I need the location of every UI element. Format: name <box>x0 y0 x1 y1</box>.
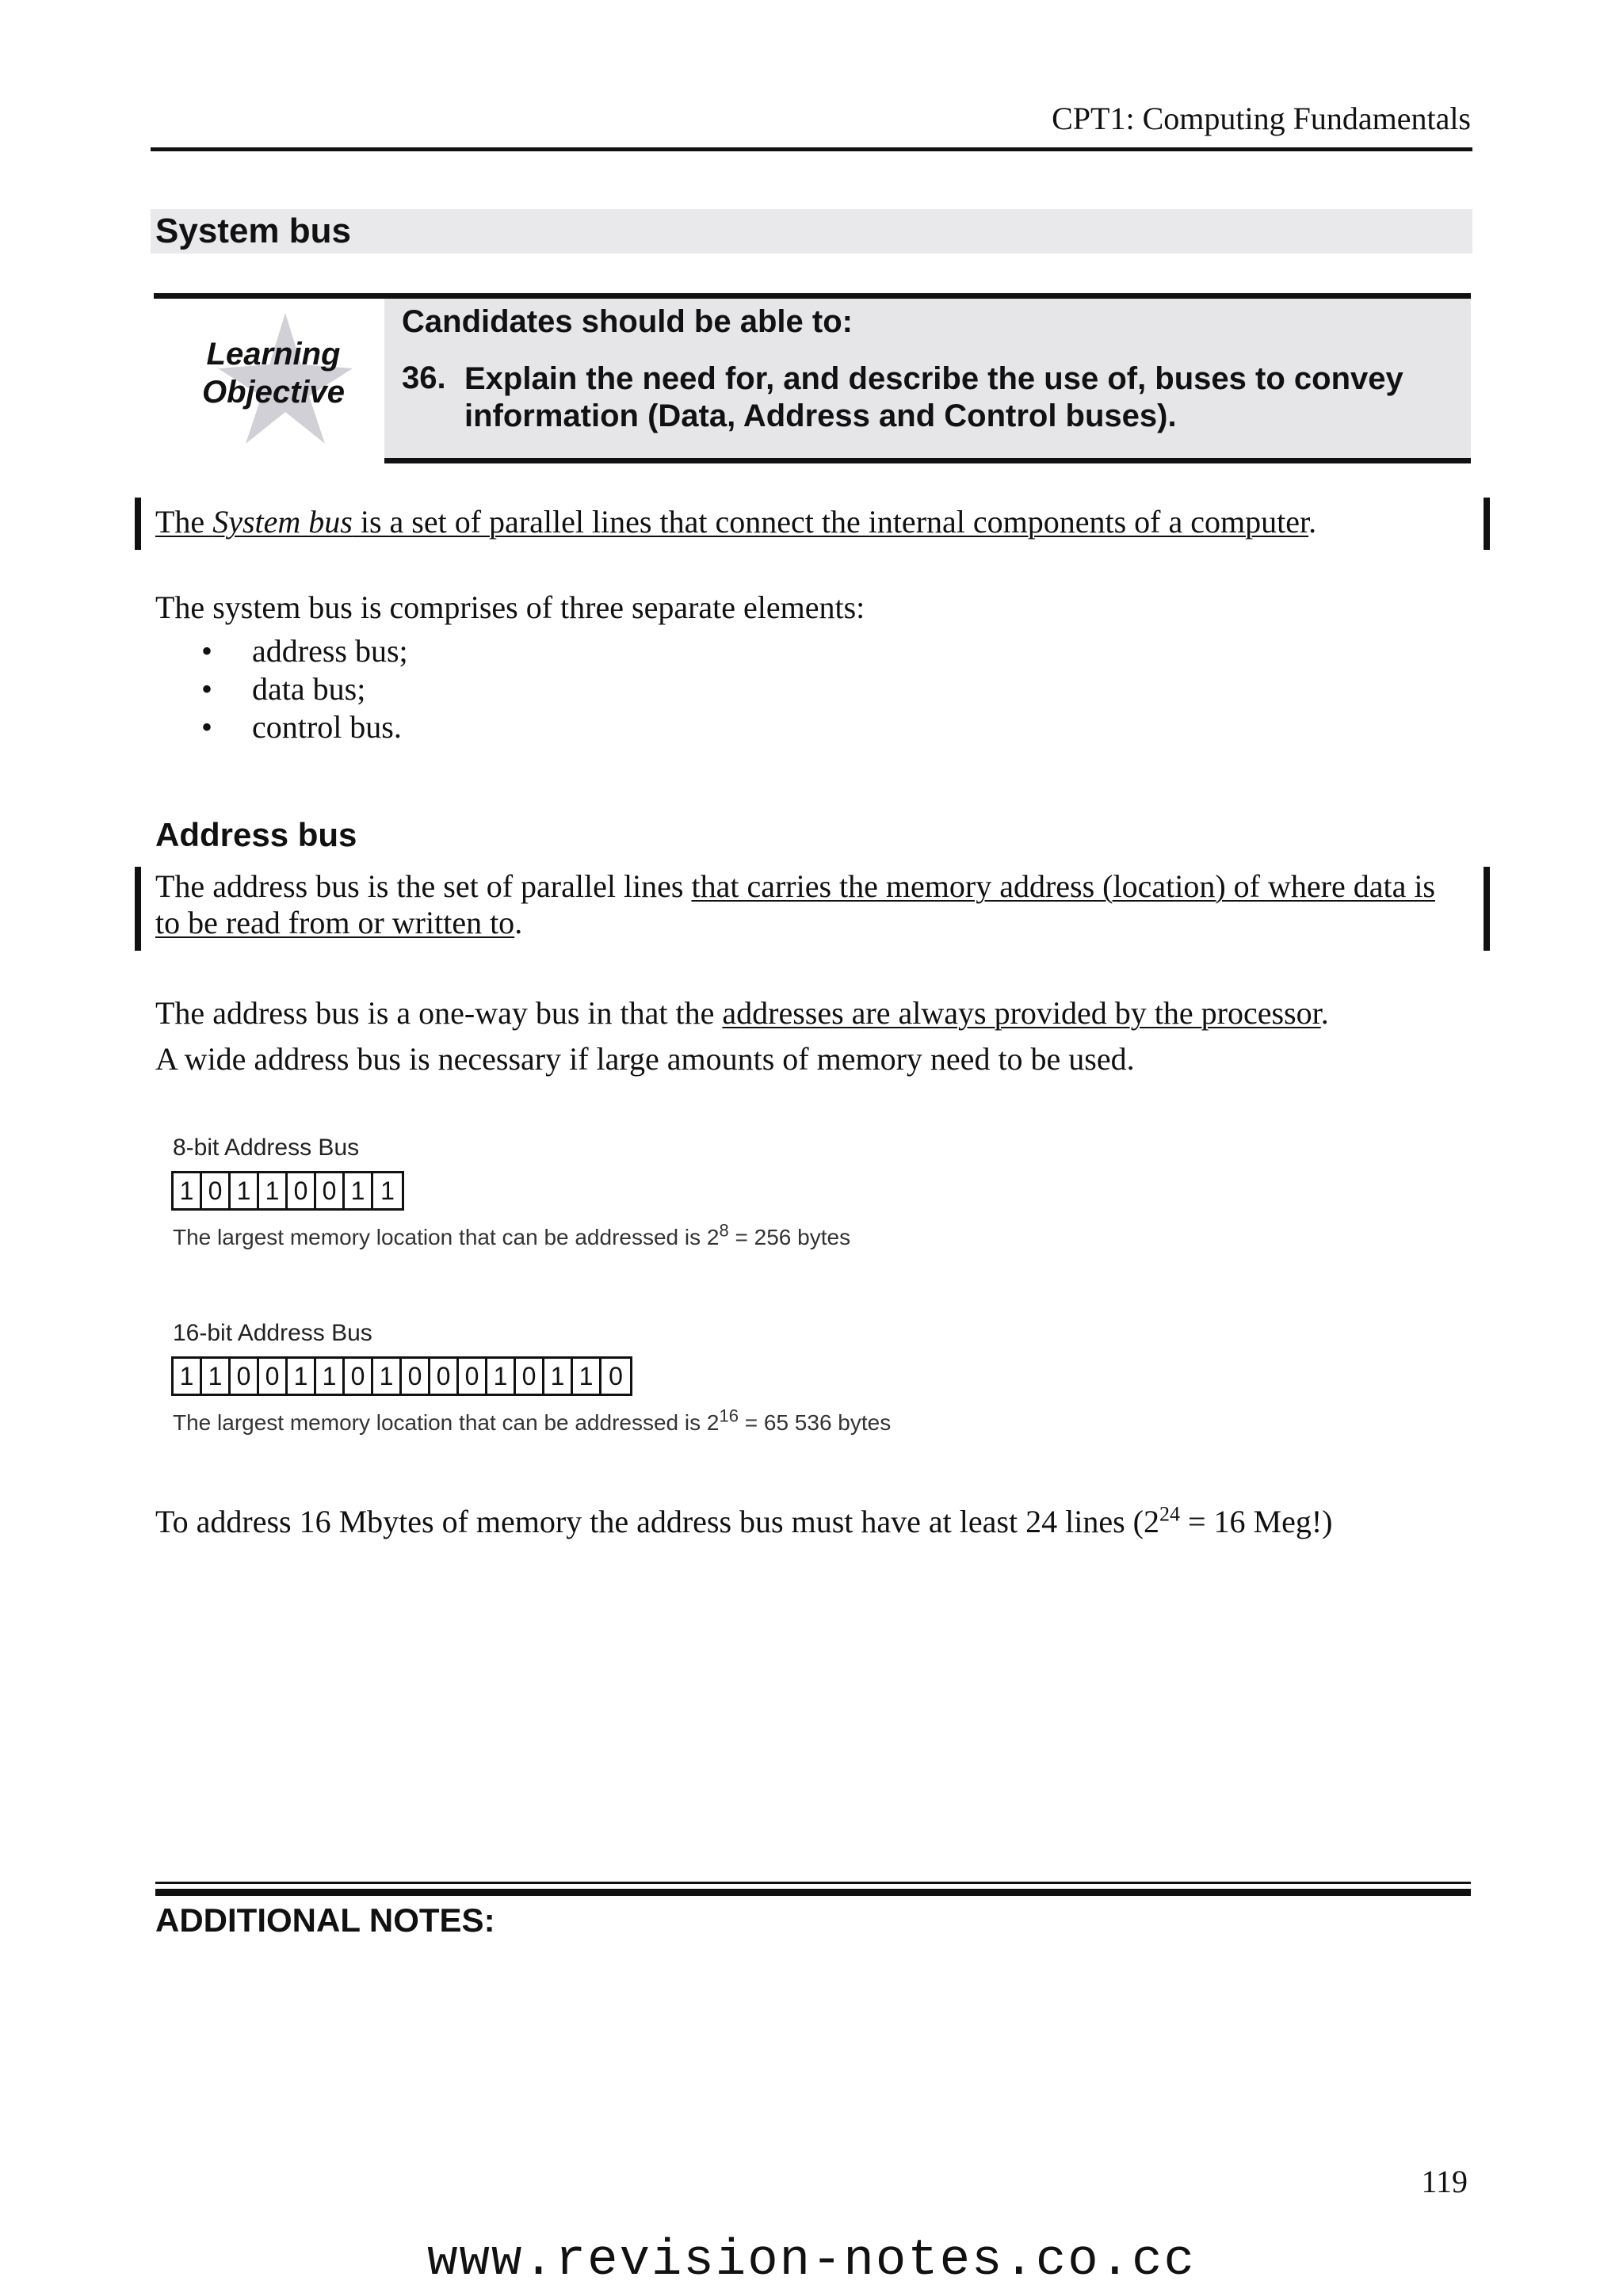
bit-cell: 1 <box>487 1359 516 1394</box>
bus-16-label: 16-bit Address Bus <box>173 1320 372 1346</box>
footer-url: www.revision-notes.co.cc <box>427 2233 1196 2290</box>
list-item: • control bus. <box>201 708 408 746</box>
objective-heading: Candidates should be able to: <box>402 304 853 339</box>
bit-cell: 0 <box>231 1359 259 1394</box>
objective-top-rule <box>154 293 1471 299</box>
address-def-underlined: that carries the memory address (location) of where data is to be read from or written to <box>155 868 1435 940</box>
bit-cell: 0 <box>609 1361 623 1390</box>
margin-bar-left <box>135 867 141 951</box>
bit-cell: 1 <box>231 1173 259 1208</box>
bit-cell: 1 <box>174 1173 202 1208</box>
bit-cell: 1 <box>316 1359 345 1394</box>
additional-notes-heading: ADDITIONAL NOTES: <box>155 1901 495 1939</box>
objective-number: 36. <box>402 360 446 395</box>
bit-cell: 1 <box>345 1173 373 1208</box>
address-24-lines-note: To address 16 Mbytes of memory the address bus must have at least 24 lines ($2^{24} = 16$ Meg!) <box>155 1502 1333 1539</box>
definition-prefix: The <box>155 504 213 540</box>
address-bus-oneway <box>155 995 1455 1032</box>
bit-cell: 1 <box>174 1359 202 1394</box>
objective-text: Explain the need for, and describe the use of, buses to convey information (Data, Address and Control buses). <box>464 361 1403 433</box>
bit-cell: 0 <box>259 1359 288 1394</box>
oneway-plain: The address bus is a one-way bus in that the <box>155 995 723 1031</box>
address-bus-heading: Address bus <box>155 816 357 853</box>
system-bus-definition <box>155 504 1455 540</box>
address-def-plain: The address bus is the set of parallel lines <box>155 868 692 904</box>
page-number: 119 <box>1421 2164 1468 2199</box>
bit-cell: 0 <box>430 1359 459 1394</box>
bit-cell: 1 <box>259 1173 288 1208</box>
elements-list <box>201 632 408 746</box>
logo-text-learning: Learning <box>206 337 341 372</box>
bit-cell: 0 <box>202 1173 231 1208</box>
address-bus-width-note: A wide address bus is necessary if large amounts of memory need to be used. <box>155 1041 1135 1077</box>
header-rule <box>151 147 1472 151</box>
definition-term: System bus <box>212 504 353 540</box>
address-bus-definition <box>155 868 1463 941</box>
bus-16-caption: The largest memory location that can be addressed is $2^{16} = 65$ 536 bytes <box>173 1405 892 1435</box>
oneway-end: . <box>1320 995 1329 1031</box>
bit-cell: 1 <box>202 1359 231 1394</box>
margin-bar-right <box>1484 498 1490 550</box>
learning-objective-logo <box>190 309 365 444</box>
bus-8-caption: The largest memory location that can be addressed is $2^8 = 256$ bytes <box>173 1220 851 1249</box>
section-title: System bus <box>155 212 351 250</box>
definition-rest: is a set of parallel lines that connect the internal components of a computer <box>352 504 1309 540</box>
bit-cell: 1 <box>573 1359 601 1394</box>
oneway-underlined: addresses are always provided by the processor <box>722 995 1321 1031</box>
bit-cell: 1 <box>380 1176 395 1205</box>
list-item: • address bus; <box>201 632 408 670</box>
bit-cell: 1 <box>373 1359 402 1394</box>
address-def-end: . <box>514 905 523 940</box>
definition-end: . <box>1308 504 1317 540</box>
bus-16-bits <box>171 1356 632 1396</box>
bus-8-bits <box>171 1171 404 1211</box>
bit-cell: 0 <box>288 1173 316 1208</box>
margin-bar-right <box>1484 867 1490 951</box>
margin-bar-left <box>135 498 141 550</box>
notes-rule <box>155 1882 1471 1884</box>
bit-cell: 0 <box>316 1173 345 1208</box>
logo-text-objective: Objective <box>201 375 346 410</box>
bit-cell: 0 <box>459 1359 487 1394</box>
objective-bottom-rule <box>384 458 1471 463</box>
bit-cell: 1 <box>288 1359 316 1394</box>
list-item: • data bus; <box>201 670 408 708</box>
notes-rule-thick <box>155 1889 1471 1896</box>
bit-cell: 0 <box>516 1359 544 1394</box>
bus-8-label: 8-bit Address Bus <box>173 1135 360 1161</box>
bit-cell: 0 <box>345 1359 373 1394</box>
elements-intro: The system bus is comprises of three separate elements: <box>155 589 865 625</box>
bit-cell: 1 <box>544 1359 573 1394</box>
page-header: CPT1: Computing Fundamentals <box>1052 101 1471 136</box>
bit-cell: 0 <box>402 1359 430 1394</box>
